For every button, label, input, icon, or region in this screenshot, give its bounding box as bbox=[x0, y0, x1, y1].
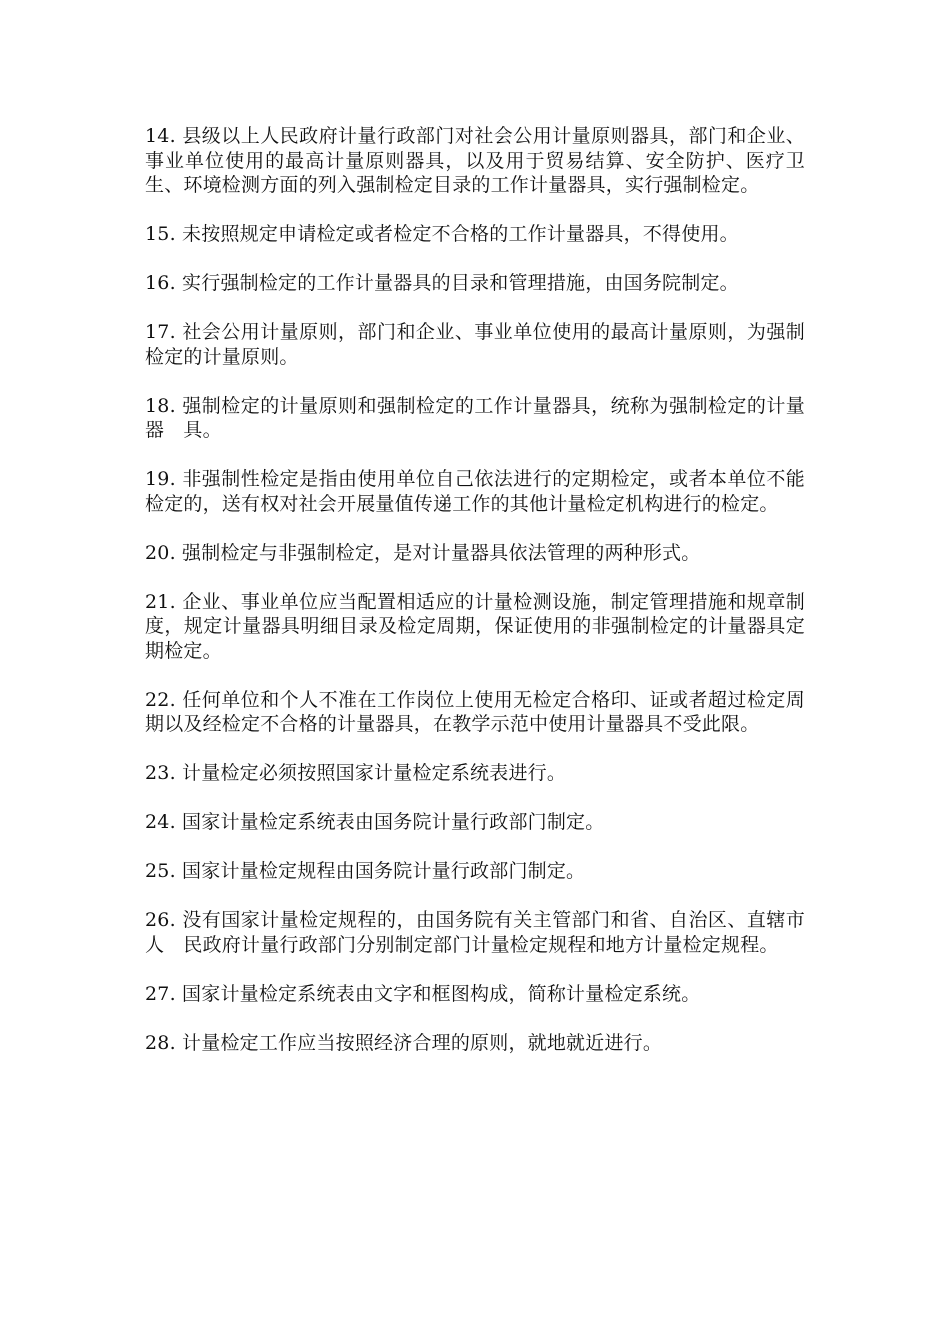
paragraph-18: 18. 强制检定的计量原则和强制检定的工作计量器具，统称为强制检定的计量器 具。 bbox=[145, 394, 805, 441]
paragraph-26: 26. 没有国家计量检定规程的，由国务院有关主管部门和省、自治区、直辖市人 民政府计量行政部门分别制定部门计量检定规程和地方计量检定规程。 bbox=[145, 909, 805, 956]
paragraph-19: 19. 非强制性检定是指由使用单位自己依法进行的定期检定，或者本单位不能检定的，送有权对社会开展量值传递工作的其他计量检定机构进行的检定。 bbox=[145, 468, 805, 515]
paragraph-22: 22. 任何单位和个人不准在工作岗位上使用无检定合格印、证或者超过检定周期以及经检定不合格的计量器具，在教学示范中使用计量器具不受此限。 bbox=[145, 688, 805, 735]
paragraph-20: 20. 强制检定与非强制检定，是对计量器具依法管理的两种形式。 bbox=[145, 541, 701, 564]
paragraph-23: 23. 计量检定必须按照国家计量检定系统表进行。 bbox=[145, 762, 567, 784]
paragraph-24: 24. 国家计量检定系统表由国务院计量行政部门制定。 bbox=[145, 811, 605, 833]
paragraph-27: 27. 国家计量检定系统表由文字和框图构成，简称计量检定系统。 bbox=[145, 982, 701, 1005]
paragraph-14: 14. 县级以上人民政府计量行政部门对社会公用计量原则器具，部门和企业、事业单位使用的最高计量原则器具，以及用于贸易结算、安全防护、医疗卫生、环境检测方面的列入强制检定目录的工作计量器具，实行强制检定。 bbox=[145, 125, 805, 196]
paragraph-17: 17. 社会公用计量原则，部门和企业、事业单位使用的最高计量原则，为强制检定的计量原则。 bbox=[145, 321, 805, 368]
paragraph-28: 28. 计量检定工作应当按照经济合理的原则，就地就近进行。 bbox=[145, 1031, 663, 1054]
paragraph-15: 15. 未按照规定申请检定或者检定不合格的工作计量器具，不得使用。 bbox=[145, 223, 739, 245]
paragraph-25: 25. 国家计量检定规程由国务院计量行政部门制定。 bbox=[145, 860, 586, 882]
paragraph-21: 21. 企业、事业单位应当配置相适应的计量检测设施，制定管理措施和规章制度，规定计量器具明细目录及检定周期，保证使用的非强制检定的计量器具定期检定。 bbox=[145, 590, 805, 662]
document-body bbox=[145, 124, 805, 1055]
paragraph-16: 16. 实行强制检定的工作计量器具的目录和管理措施，由国务院制定。 bbox=[145, 272, 739, 294]
